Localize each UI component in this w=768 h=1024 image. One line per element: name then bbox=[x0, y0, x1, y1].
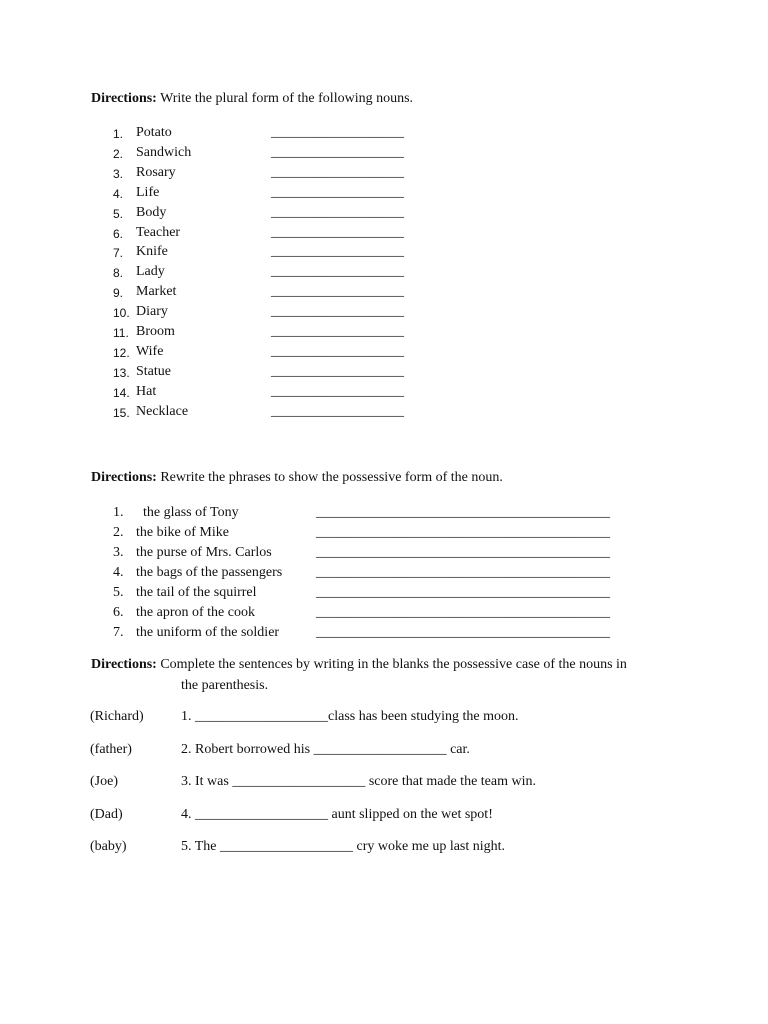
noun-word: Knife bbox=[136, 244, 168, 260]
section2-directions bbox=[91, 469, 503, 487]
answer-blank: ___________________ bbox=[271, 244, 404, 260]
item-number: 1. bbox=[113, 505, 124, 520]
directions-text: Rewrite the phrases to show the possessive form of the noun. bbox=[156, 470, 503, 485]
noun-hint: (Richard) bbox=[90, 709, 144, 724]
sentence-text: 3. It was ___________________ score that made the team win. bbox=[181, 774, 536, 790]
item-number: 2. bbox=[113, 525, 124, 540]
item-number: 2. bbox=[113, 146, 124, 161]
noun-word: Market bbox=[136, 284, 177, 300]
answer-blank: __________________________________________ bbox=[316, 545, 610, 560]
noun-word: Wife bbox=[136, 343, 164, 359]
noun-word: Lady bbox=[136, 264, 165, 280]
answer-blank: ___________________ bbox=[271, 343, 404, 359]
item-number: 11. bbox=[113, 326, 129, 340]
item-number: 4. bbox=[113, 186, 124, 201]
answer-blank: ___________________ bbox=[271, 383, 404, 399]
item-number: 3. bbox=[113, 166, 124, 181]
answer-blank: __________________________________________ bbox=[316, 625, 610, 640]
noun-word: Statue bbox=[136, 363, 171, 379]
item-number: 6. bbox=[113, 226, 124, 241]
answer-blank: __________________________________________ bbox=[316, 585, 610, 600]
item-number: 1. bbox=[113, 127, 124, 141]
noun-word: Diary bbox=[136, 304, 168, 320]
directions-label: Directions: bbox=[91, 91, 157, 106]
noun-hint: (father) bbox=[90, 741, 132, 757]
directions-label: Directions: bbox=[91, 470, 157, 485]
sentence-text: 5. The ___________________ cry woke me up last night. bbox=[181, 839, 506, 855]
answer-blank: ___________________ bbox=[271, 164, 404, 180]
answer-blank: __________________________________________ bbox=[316, 605, 610, 620]
item-number: 6. bbox=[113, 605, 124, 620]
noun-word: Life bbox=[136, 184, 160, 200]
answer-blank: ___________________ bbox=[271, 184, 404, 200]
noun-hint: (Joe) bbox=[90, 774, 118, 790]
noun-hint: (Dad) bbox=[90, 806, 123, 822]
section3-directions bbox=[91, 656, 627, 674]
phrase-text: the purse of Mrs. Carlos bbox=[136, 545, 272, 560]
item-number: 12. bbox=[113, 345, 130, 360]
item-number: 10. bbox=[113, 306, 130, 321]
item-number: 15. bbox=[113, 405, 130, 420]
section1-directions bbox=[91, 90, 413, 108]
item-number: 7. bbox=[113, 246, 124, 261]
noun-word: Hat bbox=[136, 383, 157, 399]
noun-word: Rosary bbox=[136, 164, 176, 180]
item-number: 13. bbox=[113, 365, 130, 380]
noun-word: Teacher bbox=[136, 224, 181, 240]
answer-blank: ___________________ bbox=[271, 125, 404, 140]
answer-blank: __________________________________________ bbox=[316, 525, 610, 540]
section3-directions-continued: the parenthesis. bbox=[181, 678, 269, 693]
answer-blank: ___________________ bbox=[271, 284, 404, 300]
noun-word: Sandwich bbox=[136, 144, 192, 160]
answer-blank: ___________________ bbox=[271, 204, 404, 220]
item-number: 8. bbox=[113, 266, 124, 281]
item-number: 4. bbox=[113, 565, 124, 580]
noun-word: Potato bbox=[136, 125, 172, 140]
item-number: 7. bbox=[113, 625, 124, 640]
sentence-text: 1. ___________________class has been studying the moon. bbox=[181, 709, 519, 724]
sentence-text: 4. ___________________ aunt slipped on the wet spot! bbox=[181, 806, 493, 822]
item-number: 9. bbox=[113, 286, 124, 301]
answer-blank: __________________________________________ bbox=[316, 505, 610, 520]
answer-blank: ___________________ bbox=[271, 304, 404, 320]
answer-blank: ___________________ bbox=[271, 264, 404, 280]
sentence-text: 2. Robert borrowed his ___________________ car. bbox=[181, 741, 470, 757]
phrase-text: the glass of Tony bbox=[143, 505, 239, 520]
item-number: 5. bbox=[113, 585, 124, 600]
phrase-text: the uniform of the soldier bbox=[136, 625, 280, 640]
noun-word: Body bbox=[136, 204, 167, 220]
noun-word: Necklace bbox=[136, 403, 189, 419]
answer-blank: ___________________ bbox=[271, 363, 404, 379]
answer-blank: __________________________________________ bbox=[316, 565, 610, 580]
noun-hint: (baby) bbox=[90, 839, 127, 855]
answer-blank: ___________________ bbox=[271, 144, 404, 160]
directions-text: Write the plural form of the following nouns. bbox=[156, 91, 414, 106]
item-number: 5. bbox=[113, 206, 124, 221]
phrase-text: the apron of the cook bbox=[136, 605, 255, 620]
item-number: 3. bbox=[113, 545, 124, 560]
noun-word: Broom bbox=[136, 324, 175, 339]
phrase-text: the tail of the squirrel bbox=[136, 585, 257, 600]
phrase-text: the bags of the passengers bbox=[136, 565, 283, 580]
item-number: 14. bbox=[113, 385, 130, 400]
directions-text: Complete the sentences by writing in the blanks the possessive case of the nouns in bbox=[156, 657, 627, 672]
answer-blank: ___________________ bbox=[271, 324, 404, 339]
directions-label: Directions: bbox=[91, 657, 157, 672]
answer-blank: ___________________ bbox=[271, 224, 404, 240]
answer-blank: ___________________ bbox=[271, 403, 404, 419]
phrase-text: the bike of Mike bbox=[136, 525, 229, 540]
